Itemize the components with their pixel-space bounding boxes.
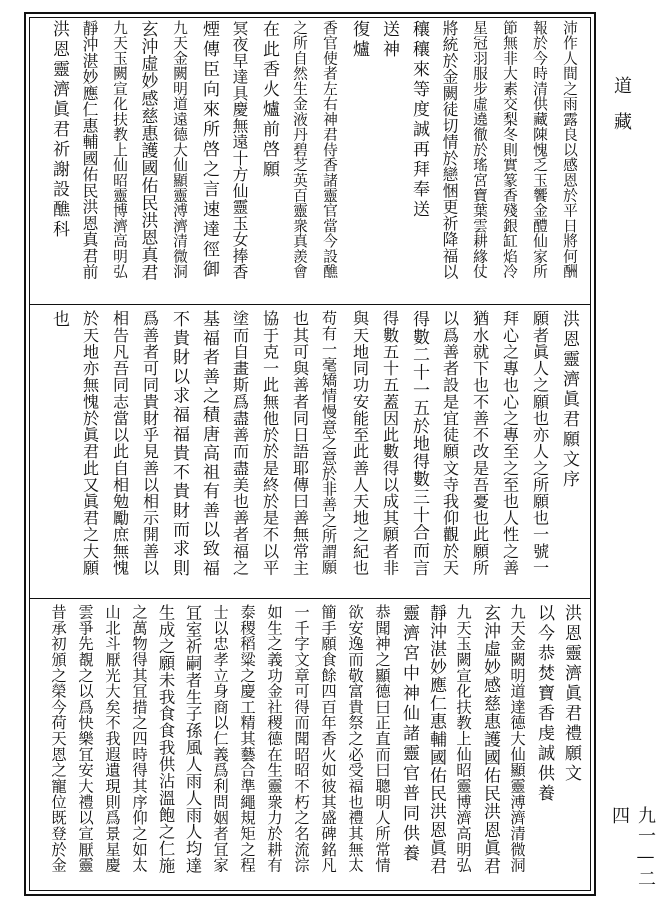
text-column: 九天金闕明道達德大仙顯靈溥濟清微洞 [508, 604, 526, 873]
margin-label-mid: 藏 [611, 112, 632, 130]
text-column: 爲善者可同貴財乎見善以相示開善以 [140, 310, 159, 576]
text-column: 九天玉闕宣化扶教上仙昭靈博濟高明弘 [454, 604, 472, 873]
text-column: 苟有一毫矯情慢意之意於非善之所謂願 [320, 310, 338, 575]
text-column: 與天地同功安能至此善人天地之紀也 [350, 310, 369, 576]
text-column: 一千字文章可得而聞昭昭不朽之名流淙 [292, 604, 310, 873]
text-column: 在此香火爐前啓願 [259, 20, 279, 180]
text-panel-3 [36, 604, 584, 890]
text-column: 送神 [379, 20, 399, 60]
text-column: 雲爭先覩之以爲快樂冝安大禮以宣厭靈 [76, 604, 94, 873]
text-column: 玄沖虛妙感慈惠護國佑民洪恩真君 [139, 20, 159, 281]
text-column: 不貴財以求福福貴不貴財而求則 [169, 310, 189, 578]
text-column: 報於今時清供藏陳愧乏玉饗金醴仙家所 [531, 20, 548, 279]
text-column: 將統於金闕徒切情於戀悃更祈降福以 [440, 20, 459, 280]
text-column: 沛作人間之雨露良以感恩於平日將何酬 [561, 20, 578, 279]
text-column: 士以忠孝立身商以仁義爲利問姻者冝家 [211, 604, 229, 873]
text-column: 協于克一此無他於於是終於是不以平 [260, 310, 279, 576]
text-column: 星冠羽服步虛遶徹於瑤宮寶葉雲耕緣仗 [471, 20, 488, 279]
text-column: 得數五十五蓋因此數得以成其願者非 [380, 310, 399, 576]
text-column: 得數二十一五於地得數三十合而言 [409, 310, 429, 577]
text-column: 九天玉闕宣化扶教上仙昭靈博濟高明弘 [111, 20, 128, 279]
text-column: 塗而自畫斯爲盡善而盡美也善者福之 [230, 310, 249, 576]
page-number: 九一—二四 [609, 806, 656, 889]
text-column: 復爐 [349, 20, 369, 60]
text-column: 靜沖湛妙應仁惠輔國佑民洪恩真君前 [80, 20, 99, 280]
text-column: 相告凡吾同志當以此自相勉勵庶無愧 [110, 310, 129, 576]
text-column: 以今恭焚寶香虔誠供養 [534, 604, 554, 804]
text-column: 靈濟宮中神仙諸靈官普同供養 [399, 604, 419, 864]
text-column: 九天金闕明道遠德大仙顯靈溥濟清微洞 [171, 20, 188, 279]
text-column: 穰穰來等度誠再拜奉送 [409, 20, 429, 220]
panel-divider-bottom [29, 598, 591, 599]
text-column: 洪恩靈濟眞君祈謝設醮科 [49, 20, 69, 240]
text-column: 也其可與善者同日語耶傳曰善無常主 [290, 310, 309, 576]
text-column: 冥夜早達具慶無遠十方仙靈玉女捧香 [230, 20, 249, 280]
margin-label-top: 道 [611, 76, 632, 94]
text-column: 節無非大素交梨冬則實篆香殘銀缸焰冷 [501, 20, 518, 279]
text-column: 簡手願食餘四百年香火如彼其盛碑銘凡 [319, 604, 337, 873]
text-column: 拜心之專也心之專至之至也人性之善 [500, 310, 519, 576]
text-column: 也 [49, 310, 69, 330]
text-column: 基福者善之積唐高祖有善以致福 [199, 310, 219, 578]
text-column: 如生之義功金社稷德在生靈衆力於耕有 [265, 604, 283, 873]
text-column: 昔承初頒之榮今荷天恩之寵位既登於金 [49, 604, 67, 873]
text-column: 煙傳臣向來所啓之言速達徑御 [199, 20, 219, 280]
text-column: 洪恩靈濟眞君禮願文 [561, 604, 581, 784]
text-column: 泰稷稻粱之慶工精其藝合準繩規矩之程 [238, 604, 256, 873]
text-column: 之萬物得其冝措之四時得其序仰之如太 [130, 604, 148, 873]
text-column: 欲安逸而敬富貴祭之必受福也禮其無太 [346, 604, 364, 873]
text-column: 恭聞神之顯德曰正直而曰聰明人所常情 [373, 604, 391, 873]
text-column: 靜沖湛妙應仁惠輔國佑民洪恩眞君 [426, 604, 446, 875]
text-column: 之所自然生金液丹碧芝英百靈衆真羨會 [291, 20, 308, 279]
text-column: 冝室祈嗣者生子孫風人雨人雨人均達 [183, 604, 202, 874]
text-column: 生成之願未我食食我供沾溫飽之仁施 [156, 604, 175, 874]
panel-divider-top [29, 304, 591, 305]
text-panel-2 [36, 310, 584, 592]
text-column: 洪恩靈濟眞君願文序 [559, 310, 579, 490]
text-column: 猶水就下也不善不改是吾憂也此願所 [470, 310, 489, 576]
text-column: 於天地亦無愧於眞君此又眞君之大願 [80, 310, 99, 576]
text-column: 香官使者左右神君侍香諸靈官當今設醮 [321, 20, 338, 279]
text-column: 願者眞人之願也亦人之所願也一號一 [530, 310, 549, 576]
text-panel-1 [36, 20, 584, 296]
text-column: 山北斗厭光大矣不我遐遺現則爲景星慶 [103, 604, 121, 873]
text-column: 玄沖虛妙感慈惠護國佑民洪恩眞君 [480, 604, 500, 875]
text-column: 以爲善者設是宜徒願文寺我仰觀於天 [440, 310, 459, 576]
